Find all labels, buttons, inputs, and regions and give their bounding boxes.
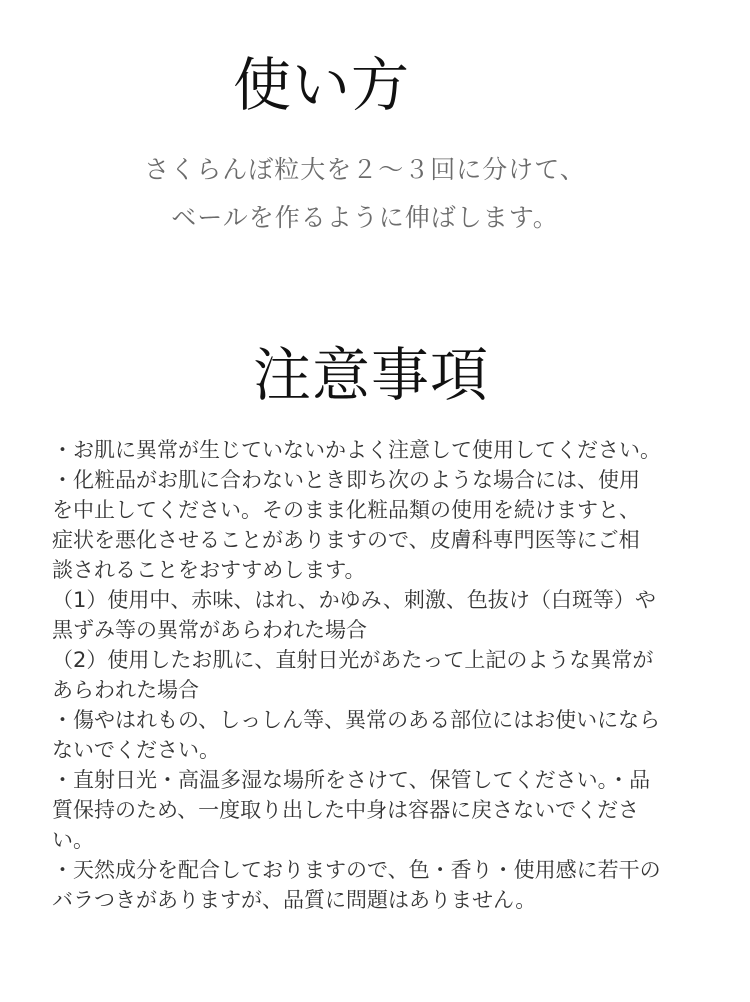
caution-line: （2）使用したお肌に、直射日光があたって上記のような異常が (52, 648, 654, 672)
caution-line: ・化粧品がお肌に合わないとき即ち次のような場合には、使用 (52, 468, 640, 492)
usage-line: さくらんぼ粒大を２〜３回に分けて、 (144, 155, 586, 184)
caution-line: 症状を悪化させることがありますので、皮膚科専門医等にご相 (52, 528, 640, 552)
caution-line: ・直射日光・高温多湿な場所をさけて、保管してください。・品 (52, 768, 651, 792)
caution-line: ないでください。 (52, 738, 220, 762)
caution-line: ・天然成分を配合しておりますので、色・香り・使用感に若干の (52, 858, 661, 882)
caution-line: 黒ずみ等の異常があらわれた場合 (52, 618, 367, 642)
caution-line: （1）使用中、赤味、はれ、かゆみ、刺激、色抜け（白斑等）や (52, 588, 656, 612)
usage-line: ベールを作るように伸ばします。 (171, 203, 559, 232)
cautions-title: 注意事項 (253, 341, 490, 409)
caution-line: バラつきがありますが、品質に問題はありません。 (52, 888, 537, 912)
caution-line: 質保持のため、一度取り出した中身は容器に戻さないでくださ (52, 798, 640, 822)
caution-line: い。 (52, 828, 94, 852)
cautions-text (52, 435, 712, 915)
usage-title: 使い方 (233, 51, 411, 119)
caution-line: 談されることをおすすめします。 (52, 558, 366, 582)
caution-line: あらわれた場合 (52, 678, 199, 702)
caution-line: ・お肌に異常が生じていないかよく注意して使用してください。 (52, 438, 661, 462)
caution-line: ・傷やはれもの、しっしん等、異常のある部位にはお使いになら (52, 708, 661, 732)
usage-instructions (0, 146, 730, 242)
caution-line: を中止してください。そのまま化粧品類の使用を続けますと、 (52, 498, 640, 522)
